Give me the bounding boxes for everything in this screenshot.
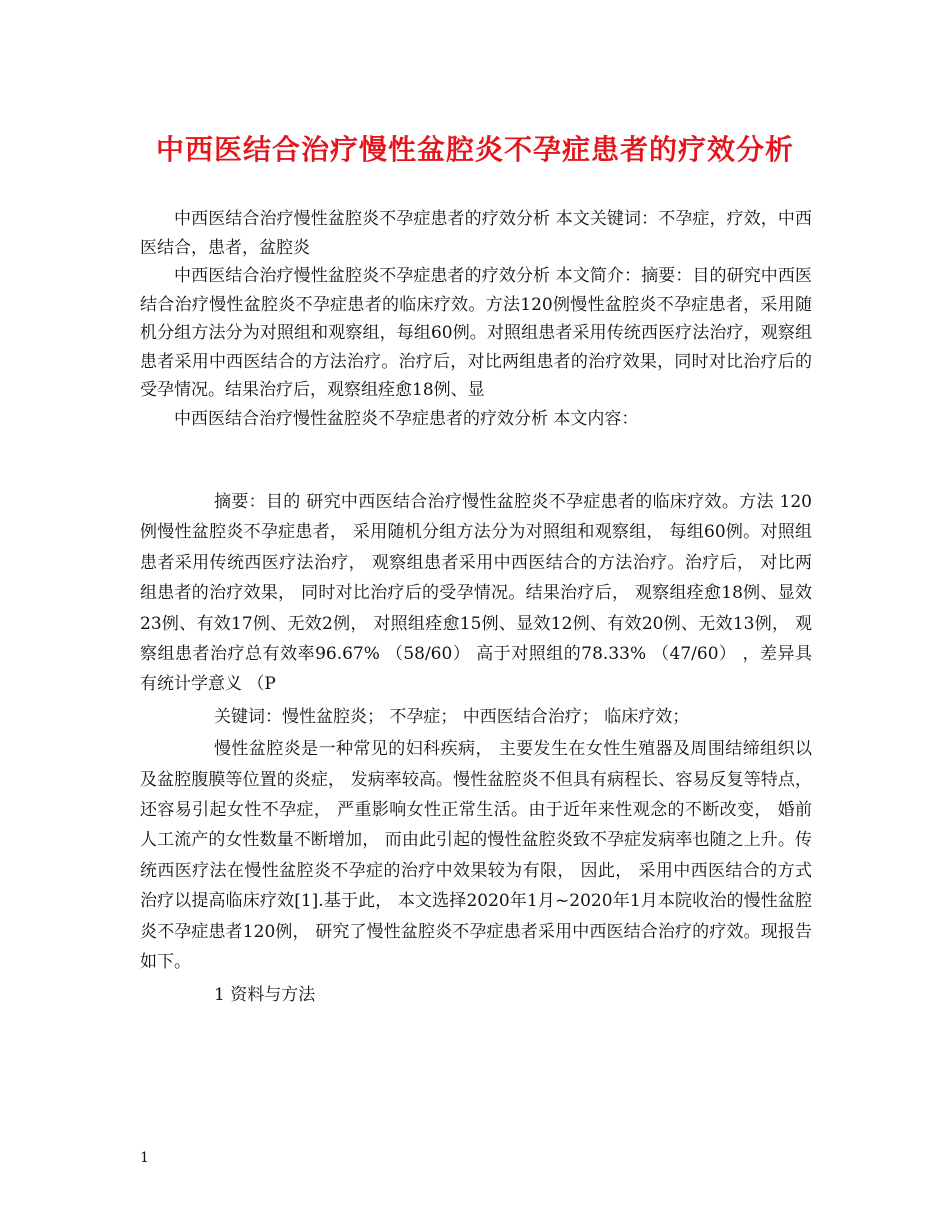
intro-block — [140, 205, 812, 433]
keywords-paragraph: 关键词：慢性盆腔炎； 不孕症； 中西医结合治疗； 临床疗效； — [214, 706, 690, 727]
content-line: 中西医结合治疗慢性盆腔炎不孕症患者的疗效分析 本文内容： — [174, 408, 639, 429]
introduction-paragraph: 慢性盆腔炎是一种常见的妇科疾病， 主要发生在女性生殖器及周围结缔组织以及盆腔腹膜等位置的炎症， 发病率较高。慢性盆腔炎不但具有病程长、容易反复等特点， 还容易引起女性不孕症， 严重影响女性正常生活。由于近年来性观念的不断改变， 婚前人工流产的女性数量不断增加， 而由此引起的慢性盆腔炎致不孕症发病率也随之上升。传统西医疗法在慢性盆腔炎不孕症的治疗中效果较为有限， 因此， 采用中西医结合的方式治疗以提高临床疗效[1].基于此， 本文选择2020年1月~2020年1月本院收治的慢性盆腔炎不孕症患者120例， 研究了慢性盆腔炎不孕症患者采用中西医结合治疗的疗效。现报告如下。 — [140, 739, 812, 973]
document-title: 中西医结合治疗慢性盆腔炎不孕症患者的疗效分析 — [155, 133, 794, 166]
abstract-paragraph: 摘要：目的 研究中西医结合治疗慢性盆腔炎不孕症患者的临床疗效。方法 120例慢性盆腔炎不孕症患者， 采用随机分组方法分为对照组和观察组， 每组60例。对照组患者采用传统西医疗法治疗， 观察组患者采用中西医结合的方法治疗。治疗后， 对比两组患者的治疗效果， 同时对比治疗后的受孕情况。结果治疗后， 观察组痊愈18例、显效23例、有效17例、无效2例， 对照组痊愈15例、显效12例、有效20例、无效13例， 观察组患者治疗总有效率96.67% （58/60） 高于对照组的78.33% （47/60） ，差异具有统计学意义 （P — [140, 492, 812, 695]
summary-line: 中西医结合治疗慢性盆腔炎不孕症患者的疗效分析 本文简介：摘要：目的研究中西医结合治疗慢性盆腔炎不孕症患者的临床疗效。方法120例慢性盆腔炎不孕症患者，采用随机分组方法分为对照组和观察组，每组60例。对照组患者采用传统西医疗法治疗，观察组患者采用中西医结合的方法治疗。治疗后，对比两组患者的治疗效果，同时对比治疗后的受孕情况。结果治疗后，观察组痊愈18例、显 — [140, 266, 812, 400]
page-number: 1 — [140, 1150, 149, 1166]
section-heading: 1 资料与方法 — [214, 984, 316, 1005]
keywords-line: 中西医结合治疗慢性盆腔炎不孕症患者的疗效分析 本文关键词：不孕症，疗效，中西医结合，患者，盆腔炎 — [140, 209, 812, 258]
body-text-block — [140, 487, 812, 1010]
